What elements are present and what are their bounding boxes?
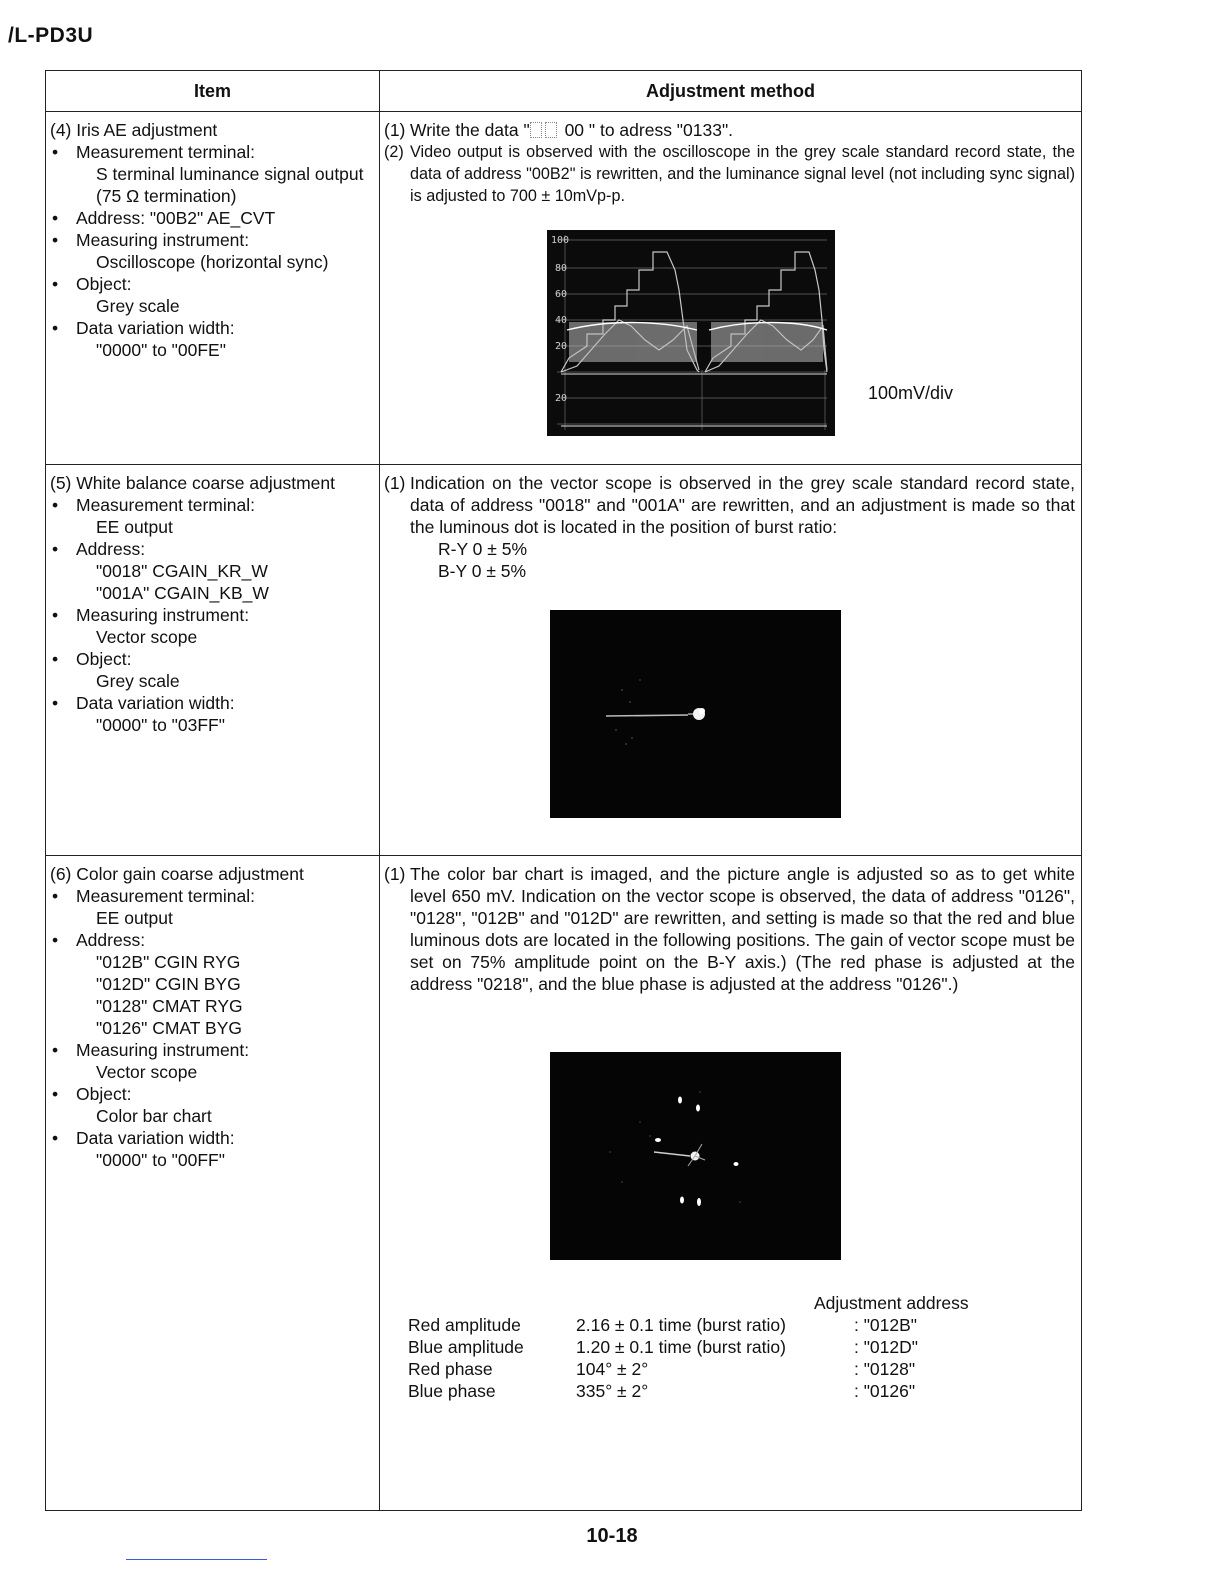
- item-cell-white-balance: [46, 465, 380, 856]
- item-detail: Vector scope: [96, 1062, 198, 1082]
- item-detail: Vector scope: [96, 627, 198, 647]
- item-detail: Color bar chart: [96, 1106, 212, 1126]
- placeholder-box-icon: [530, 122, 542, 138]
- item-bullet: • Address:: [50, 929, 375, 951]
- step-number: (1): [384, 473, 406, 493]
- scope-tick: 20: [555, 341, 568, 352]
- model-header: /L-PD3U: [8, 24, 94, 47]
- adjustment-address-header: Adjustment address: [814, 1293, 969, 1313]
- page-number: 10-18: [586, 1525, 638, 1547]
- by-target: B-Y 0 ± 5%: [438, 561, 527, 581]
- item-detail: "012D" CGIN BYG: [96, 974, 241, 994]
- step-text: Indication on the vector scope is observed in the grey scale standard record state, data of address "0018" and "001A" are rewritten, and an adjustment is made so that the luminous dot is located in the position of burst ratio:: [410, 473, 1075, 537]
- item-detail: EE output: [96, 908, 173, 928]
- adjustment-row: Red amplitude 2.16 ± 0.1 time (burst ratio) : "012B": [408, 1315, 918, 1335]
- footer-rule: [126, 1559, 267, 1560]
- oscilloscope-waveform-image: [547, 230, 835, 436]
- adjustment-row: Blue amplitude 1.20 ± 0.1 time (burst ratio) : "012D": [408, 1337, 918, 1357]
- adjustment-targets: [408, 1292, 1028, 1402]
- item-title: (5) White balance coarse adjustment: [50, 473, 335, 493]
- item-title: (4) Iris AE adjustment: [50, 120, 218, 140]
- item-bullet: • Data variation width:: [50, 692, 375, 714]
- item-detail: "0000" to "00FE": [96, 340, 226, 360]
- item-bullet: • Measuring instrument:: [50, 1039, 375, 1061]
- item-title: (6) Color gain coarse adjustment: [50, 864, 304, 884]
- adjustment-row: Blue phase 335° ± 2° : "0126": [408, 1381, 916, 1401]
- method-cell-iris-ae: [380, 112, 1082, 465]
- item-detail: "0000" to "00FF": [96, 1150, 225, 1170]
- placeholder-box-icon: [545, 122, 557, 138]
- item-bullet: • Object:: [50, 648, 375, 670]
- step-text: The color bar chart is imaged, and the picture angle is adjusted so as to get white level 650 mV. Indication on the vector scope is observed, the data of address "0126", "0128", "012B" and "012D" are rewritten, and setting is made so that the red and blue luminous dots are located in the following positions. The gain of vector scope must be set on 75% amplitude point on the B-Y axis.) (The red phase is adjusted at the address "0218", and the blue phase is adjusted at the address "0126".): [410, 864, 1075, 994]
- step-text: Write the data " 00 " to adress "0133".: [410, 120, 734, 140]
- item-bullet: • Measurement terminal:: [50, 494, 375, 516]
- item-detail: Oscilloscope (horizontal sync): [96, 252, 329, 272]
- item-bullet: • Data variation width:: [50, 1127, 375, 1149]
- item-bullet: • Measuring instrument:: [50, 604, 375, 626]
- item-detail: "001A" CGAIN_KB_W: [96, 583, 269, 603]
- item-bullet: • Address: "00B2" AE_CVT: [50, 207, 375, 229]
- item-detail: "0018" CGAIN_KR_W: [96, 561, 268, 581]
- item-detail: (75 Ω termination): [96, 186, 237, 206]
- scope-tick: 100: [551, 235, 570, 246]
- step-number: (1): [384, 864, 406, 884]
- item-detail: "0128" CMAT RYG: [96, 996, 243, 1016]
- item-detail: "0000" to "03FF": [96, 715, 225, 735]
- item-bullet: • Object:: [50, 1083, 375, 1105]
- item-detail: S terminal luminance signal output: [96, 164, 364, 184]
- item-bullet: • Data variation width:: [50, 317, 375, 339]
- vector-scope-color-bar-image: [550, 1052, 841, 1260]
- item-cell-color-gain: [46, 856, 380, 1511]
- scope-tick: 20: [555, 393, 568, 404]
- step-number: (2): [384, 143, 404, 161]
- item-detail: "012B" CGIN RYG: [96, 952, 241, 972]
- item-column-header: Item: [46, 71, 380, 112]
- item-detail: Grey scale: [96, 671, 180, 691]
- adjustment-table: [45, 70, 1082, 1511]
- vector-scope-image: [550, 610, 841, 818]
- item-list: [46, 112, 379, 361]
- method-cell-color-gain: [380, 856, 1082, 1511]
- item-detail: Grey scale: [96, 296, 180, 316]
- item-bullet: • Measurement terminal:: [50, 885, 375, 907]
- scope-tick: 60: [555, 289, 568, 300]
- adjustment-row: Red phase 104° ± 2° : "0128": [408, 1359, 916, 1379]
- scope-tick: 80: [555, 263, 568, 274]
- scale-label: 100mV/div: [868, 383, 954, 403]
- item-bullet: • Measuring instrument:: [50, 229, 375, 251]
- item-bullet: • Address:: [50, 538, 375, 560]
- item-list: [46, 856, 379, 1171]
- scope-tick: 40: [555, 315, 568, 326]
- step-number: (1): [384, 120, 406, 140]
- step-text: Video output is observed with the oscilloscope in the grey scale standard record state, the data of address "00B2" is rewritten, and the luminance signal level (not including sync signal) is adjusted to 700 ± 10mVp-p.: [410, 143, 1075, 205]
- method-cell-white-balance: [380, 465, 1082, 856]
- item-cell-iris-ae: [46, 112, 380, 465]
- item-bullet: • Measurement terminal:: [50, 141, 375, 163]
- method-column-header: Adjustment method: [380, 71, 1082, 112]
- item-bullet: • Object:: [50, 273, 375, 295]
- ry-target: R-Y 0 ± 5%: [438, 539, 528, 559]
- item-list: [46, 465, 379, 736]
- item-detail: EE output: [96, 517, 173, 537]
- item-detail: "0126" CMAT BYG: [96, 1018, 242, 1038]
